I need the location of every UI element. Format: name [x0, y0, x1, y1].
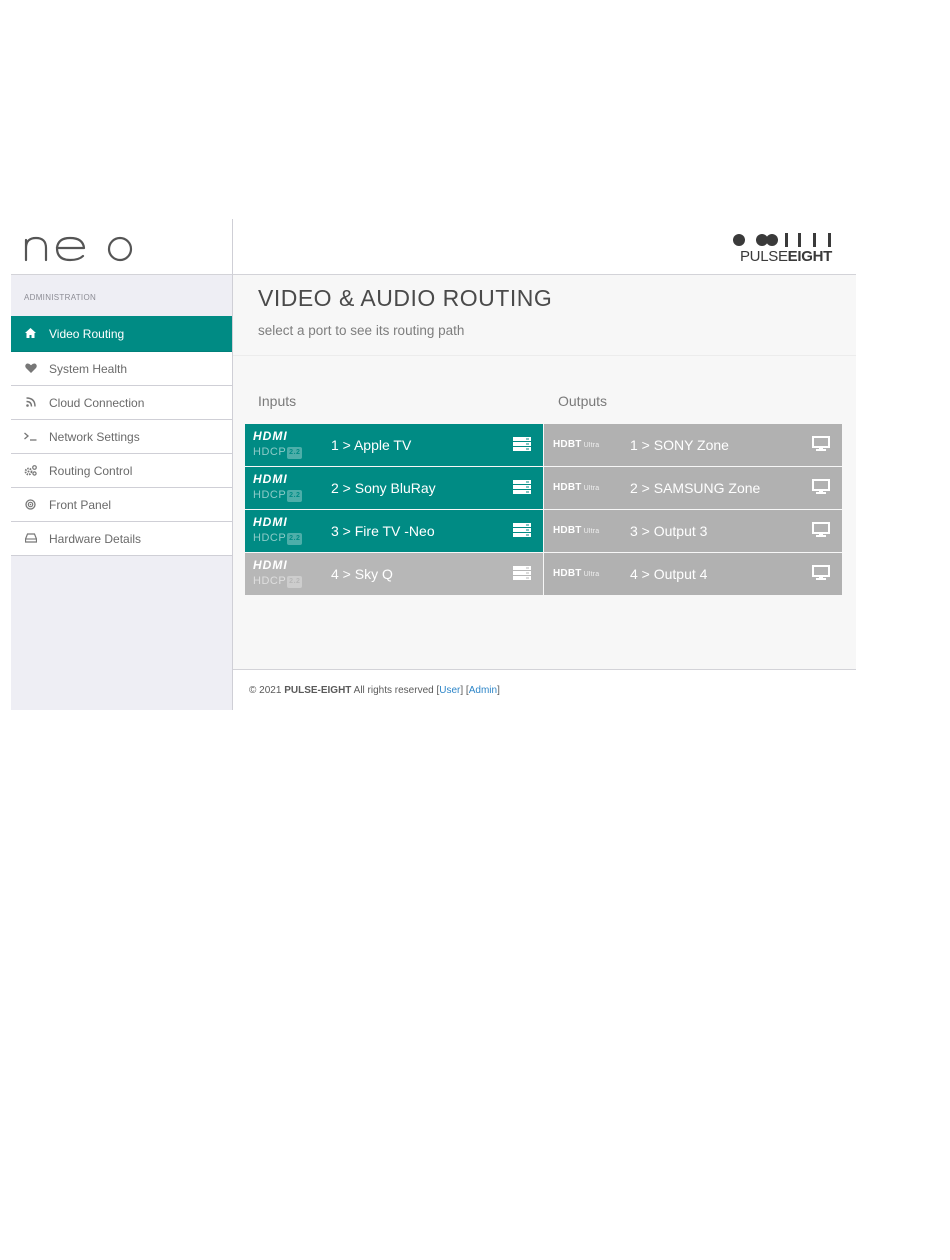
sidebar-item-front-panel[interactable] [11, 488, 232, 522]
user-link[interactable]: User [439, 685, 461, 696]
hdbt-logo: HDBT Ultra [553, 568, 600, 579]
sidebar-item-label: Hardware Details [49, 532, 142, 546]
server-icon [513, 479, 531, 495]
routing-row [245, 553, 843, 595]
top-bar [233, 219, 856, 275]
input-port-1[interactable] [245, 424, 543, 466]
hdmi-logo: HDMI HDCP 2.2 [253, 515, 301, 544]
routing-row [245, 424, 843, 466]
sidebar-item-label: Routing Control [49, 464, 133, 478]
hdd-icon [24, 531, 37, 545]
page-header [233, 275, 856, 356]
hdmi-logo: HDMI HDCP 2.2 [253, 429, 301, 458]
routing-row [245, 510, 843, 552]
cogs-icon [24, 463, 37, 477]
sidebar-item-system-health[interactable] [11, 352, 232, 386]
hdmi-logo: HDMI HDCP 2.2 [253, 472, 301, 501]
sidebar [11, 274, 233, 710]
hdbt-logo: HDBT Ultra [553, 525, 600, 536]
footer-text: © 2021 PULSE-EIGHT All rights reserved [User] [Admin] [249, 685, 500, 696]
input-port-4[interactable] [245, 553, 543, 595]
routing-row [245, 467, 843, 509]
output-port-1[interactable] [544, 424, 842, 466]
monitor-icon [812, 522, 830, 538]
terminal-icon [24, 429, 37, 443]
page-title: VIDEO & AUDIO ROUTING [258, 285, 553, 311]
hdmi-logo: HDMI HDCP 2.2 [253, 558, 301, 587]
company-name: PULSE-EIGHT [284, 685, 352, 696]
inputs-heading: Inputs [258, 393, 297, 409]
heart-icon [24, 361, 37, 375]
port-label: 4 > Sky Q [331, 566, 393, 582]
port-label: 1 > SONY Zone [630, 437, 729, 453]
monitor-icon [812, 436, 830, 452]
admin-link[interactable]: Admin [468, 685, 498, 696]
server-icon [513, 522, 531, 538]
sidebar-item-label: Video Routing [49, 327, 125, 341]
sidebar-item-cloud-connection[interactable] [11, 386, 232, 420]
sidebar-item-label: System Health [49, 362, 128, 376]
outputs-heading: Outputs [558, 393, 608, 409]
sidebar-item-label: Network Settings [49, 430, 140, 444]
main-content [233, 275, 856, 669]
sidebar-heading: ADMINISTRATION [24, 293, 97, 302]
sidebar-item-label: Front Panel [49, 498, 112, 512]
home-icon [24, 326, 37, 340]
port-label: 2 > SAMSUNG Zone [630, 480, 761, 496]
server-icon [513, 565, 531, 581]
sidebar-item-label: Cloud Connection [49, 396, 145, 410]
monitor-icon [812, 479, 830, 495]
hdbt-logo: HDBT Ultra [553, 482, 600, 493]
brand-text: PULSEEIGHT [739, 248, 832, 265]
server-icon [513, 436, 531, 452]
output-port-4[interactable] [544, 553, 842, 595]
hdbt-logo: HDBT Ultra [553, 439, 600, 450]
page-subtitle: select a port to see its routing path [258, 323, 465, 338]
neo-logo [24, 226, 144, 266]
sidebar-item-routing-control[interactable] [11, 454, 232, 488]
sidebar-item-hardware-details[interactable] [11, 522, 232, 556]
port-label: 1 > Apple TV [331, 437, 412, 453]
port-label: 3 > Output 3 [630, 523, 708, 539]
brand-mark-icon [732, 232, 832, 248]
output-port-3[interactable] [544, 510, 842, 552]
bullseye-icon [24, 497, 37, 511]
input-port-3[interactable] [245, 510, 543, 552]
port-label: 4 > Output 4 [630, 566, 708, 582]
copyright-text: © 2021 [249, 685, 282, 696]
footer [233, 669, 856, 710]
port-label: 3 > Fire TV -Neo [331, 523, 435, 539]
output-port-2[interactable] [544, 467, 842, 509]
sidebar-item-network-settings[interactable] [11, 420, 232, 454]
port-label: 2 > Sony BluRay [331, 480, 436, 496]
sidebar-menu [11, 316, 232, 556]
monitor-icon [812, 565, 830, 581]
routing-ports [245, 424, 843, 596]
sidebar-item-video-routing[interactable] [11, 316, 232, 352]
pulse-eight-logo [732, 232, 832, 264]
rss-icon [24, 395, 37, 409]
app-logo-area [11, 219, 233, 274]
rights-text: All rights reserved [353, 685, 434, 696]
input-port-2[interactable] [245, 467, 543, 509]
app-window [11, 219, 856, 709]
